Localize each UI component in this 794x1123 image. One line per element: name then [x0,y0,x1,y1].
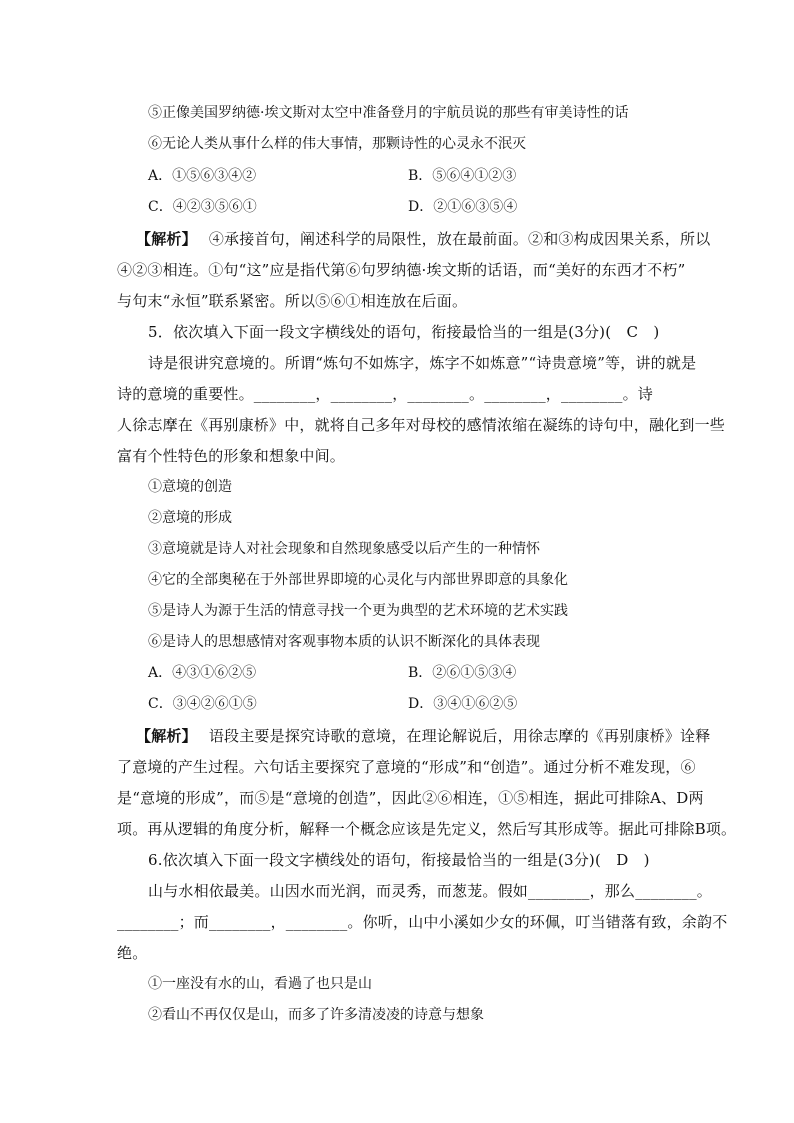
q5-option-d: D．③④①⑥②⑤ [408,696,518,712]
q5-stem: 5．依次填入下面一段文字横线处的语句，衔接最恰当的一组是(3分)( C ) [148,323,660,341]
q5-para-line-4: 富有个性特色的形象和想象中间。 [117,447,346,465]
q5-item-1: ①意境的创造 [148,479,232,495]
q6-para-line-1: 山与水相依最美。山因水而光润，而灵秀，而葱茏。假如________，那么________。 [148,882,713,900]
q5-item-6: ⑥是诗人的思想感情对客观事物本质的认识不断深化的具体表现 [148,634,540,650]
q4-analysis-line-2: ④②③相连。①句“这”应是指代第⑥句罗纳德·埃文斯的话语，而“美好的东西才不朽” [117,261,686,279]
q4-item-5: ⑤正像美国罗纳德·埃文斯对太空中准备登月的宇航员说的那些有审美诗性的话 [148,105,629,121]
q5-option-b: B．②⑥①⑤③④ [408,665,517,681]
q5-analysis-line-3: 是“意境的形成”，而⑤是“意境的创造”，因此②⑥相连，①⑤相连，据此可排除A、D两 [117,789,704,807]
q4-analysis-line-1 [136,229,710,249]
q5-item-2: ②意境的形成 [148,510,232,526]
q5-para-line-3: 人徐志摩在《再别康桥》中，就将自己多年对母校的感情浓缩在凝练的诗句中，融化到一些 [117,416,726,434]
q6-stem: 6.依次填入下面一段文字横线处的语句，衔接最恰当的一组是(3分)( D ) [148,851,650,869]
q4-option-a: A．①⑤⑥③④② [148,168,257,184]
q5-options-row-1 [148,663,517,683]
q5-item-5: ⑤是诗人为源于生活的情意寻找一个更为典型的艺术环境的艺术实践 [148,603,568,619]
q4-analysis-text-1: ④承接首句，阐述科学的局限性，放在最前面。②和③构成因果关系，所以 [208,230,711,248]
q4-option-c: C．④②③⑤⑥① [148,199,257,215]
q6-item-1: ①一座没有水的山，看過了也只是山 [148,976,372,992]
q5-para-line-2: 诗的意境的重要性。________，________，________。________，________。诗 [117,385,654,403]
q4-analysis-label: 【解析】 [136,230,197,248]
q5-item-4: ④它的全部奥秘在于外部世界即境的心灵化与内部世界即意的具象化 [148,572,568,588]
q5-analysis-line-1 [136,726,710,746]
q4-option-b: B．⑤⑥④①②③ [408,168,517,184]
q5-item-3: ③意境就是诗人对社会现象和自然现象感受以后产生的一种情怀 [148,541,540,557]
q4-options-row-1 [148,166,517,186]
q4-item-6: ⑥无论人类从事什么样的伟大事情，那颗诗性的心灵永不泯灭 [148,136,526,152]
q5-option-a: A．④③①⑥②⑤ [148,665,257,681]
q5-analysis-line-2: 了意境的产生过程。六句话主要探究了意境的“形成”和“创造”。通过分析不难发现，⑥ [117,758,696,776]
q5-para-line-1: 诗是很讲究意境的。所谓“炼句不如炼字，炼字不如炼意”“诗贵意境”等，讲的就是 [148,354,697,372]
q5-option-c: C．③④②⑥①⑤ [148,696,257,712]
q4-option-d: D．②①⑥③⑤④ [408,199,518,215]
q6-item-2: ②看山不再仅仅是山，而多了许多清凌凌的诗意与想象 [148,1007,484,1023]
q5-analysis-line-4: 项。再从逻辑的角度分析，解释一个概念应该是先定义，然后写其形成等。据此可排除B项。 [117,820,737,838]
q5-analysis-label: 【解析】 [136,727,197,745]
q4-options-row-2 [148,197,518,217]
q6-para-line-3: 绝。 [117,944,148,962]
q6-para-line-2: ________；而________，________。你听，山中小溪如少女的环佩，叮当错落有致，余韵不 [117,913,728,931]
q4-analysis-line-3: 与句末“永恒”联系紧密。所以⑤⑥①相连放在后面。 [117,292,468,310]
q5-analysis-text-1: 语段主要是探究诗歌的意境，在理论解说后，用徐志摩的《再别康桥》诠释 [208,727,711,745]
q5-options-row-2 [148,694,518,714]
